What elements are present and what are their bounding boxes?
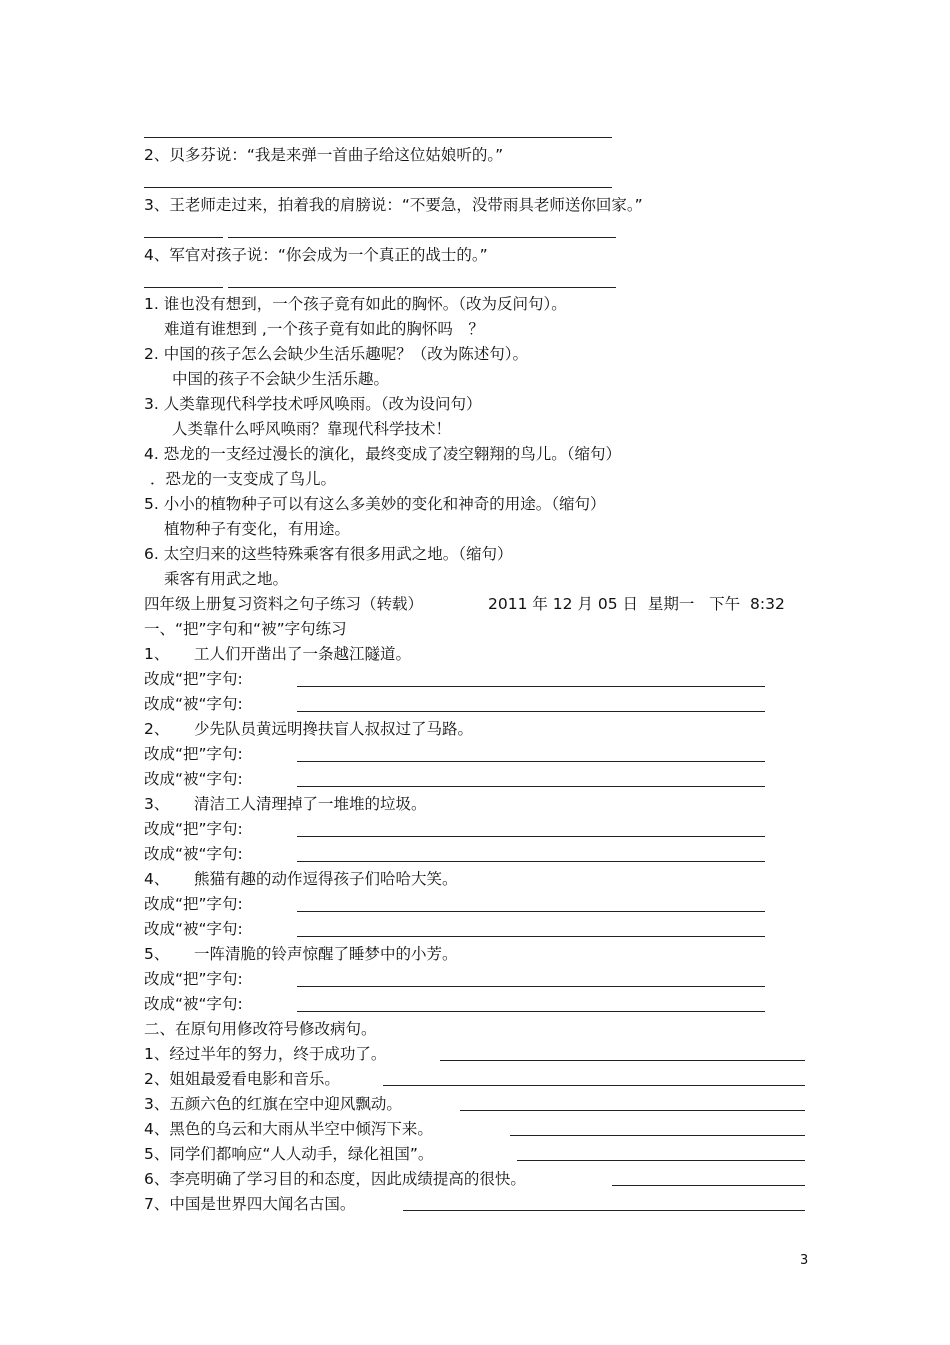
page-number: 3: [800, 1253, 809, 1268]
quote-3: 3、王老师走过来，拍着我的肩膀说：“不要急，没带雨具老师送你回家。”: [144, 196, 643, 214]
section-1-item: 5、 一阵清脆的铃声惊醒了睡梦中的小芳。: [144, 945, 458, 963]
answer-line: [228, 237, 616, 238]
bei-label: 改成“被“字句:: [144, 770, 243, 788]
answer-line: [144, 237, 223, 238]
section-1-item: 4、 熊猫有趣的动作逗得孩子们哈哈大笑。: [144, 870, 458, 888]
exercise-question: 1. 谁也没有想到，一个孩子竟有如此的胸怀。（改为反问句）。: [144, 295, 567, 313]
answer-line: [383, 1085, 805, 1086]
bei-label: 改成“被“字句:: [144, 845, 243, 863]
section-1-item: 3、 清洁工人清理掉了一堆堆的垃圾。: [144, 795, 427, 813]
worksheet-date: 2011 年 12 月 05 日 星期一 下午 8:32: [488, 595, 785, 613]
section-2-title: 二、在原句用修改符号修改病句。: [144, 1020, 377, 1038]
answer-line: [297, 711, 765, 712]
exercise-answer: 植物种子有变化，有用途。: [164, 520, 351, 538]
answer-line: [517, 1160, 805, 1161]
quote-2: 2、贝多芬说：“我是来弹一首曲子给这位姑娘听的。”: [144, 146, 504, 164]
answer-line: [144, 137, 612, 138]
section-2-item: 3、五颜六色的红旗在空中迎风飘动。: [144, 1095, 402, 1113]
answer-line: [297, 986, 765, 987]
ba-label: 改成“把”字句:: [144, 970, 243, 988]
bei-label: 改成“被“字句:: [144, 695, 243, 713]
exercise-answer: ．恐龙的一支变成了鸟儿。: [150, 470, 337, 488]
exercise-answer: 人类靠什么呼风唤雨？靠现代科学技术！: [172, 420, 452, 438]
answer-line: [144, 187, 612, 188]
answer-line: [297, 686, 765, 687]
section-1-title: 一、“把”字句和“被”字句练习: [144, 620, 347, 638]
bei-label: 改成“被“字句:: [144, 995, 243, 1013]
answer-line: [297, 761, 765, 762]
answer-line: [403, 1210, 805, 1211]
ba-label: 改成“把”字句:: [144, 820, 243, 838]
section-2-item: 2、姐姐最爱看电影和音乐。: [144, 1070, 340, 1088]
exercise-question: 3. 人类靠现代科学技术呼风唤雨。（改为设问句）: [144, 395, 482, 413]
answer-line: [440, 1060, 805, 1061]
answer-line: [460, 1110, 805, 1111]
answer-line: [297, 861, 765, 862]
section-2-item: 7、中国是世界四大闻名古国。: [144, 1195, 356, 1213]
section-2-item: 5、同学们都响应“人人动手，绿化祖国”。: [144, 1145, 434, 1163]
answer-line: [297, 836, 765, 837]
answer-line: [297, 1011, 765, 1012]
answer-line: [510, 1135, 805, 1136]
section-2-item: 4、黑色的乌云和大雨从半空中倾泻下来。: [144, 1120, 433, 1138]
section-1-item: 1、 工人们开凿出了一条越江隧道。: [144, 645, 411, 663]
answer-line: [144, 287, 223, 288]
answer-line: [297, 936, 765, 937]
ba-label: 改成“把”字句:: [144, 745, 243, 763]
exercise-question: 5. 小小的植物种子可以有这么多美妙的变化和神奇的用途。（缩句）: [144, 495, 606, 513]
exercise-question: 4. 恐龙的一支经过漫长的演化，最终变成了凌空翱翔的鸟儿。（缩句）: [144, 445, 621, 463]
worksheet-title: 四年级上册复习资料之句子练习（转载）: [144, 595, 424, 613]
section-2-item: 6、李亮明确了学习目的和态度，因此成绩提高的很快。: [144, 1170, 526, 1188]
answer-line: [228, 287, 616, 288]
ba-label: 改成“把”字句:: [144, 895, 243, 913]
quote-4: 4、军官对孩子说：“你会成为一个真正的战士的。”: [144, 246, 488, 264]
exercise-answer: 中国的孩子不会缺少生活乐趣。: [172, 370, 390, 388]
exercise-question: 2. 中国的孩子怎么会缺少生活乐趣呢？（改为陈述句）。: [144, 345, 528, 363]
ba-label: 改成“把”字句:: [144, 670, 243, 688]
exercise-question: 6. 太空归来的这些特殊乘客有很多用武之地。（缩句）: [144, 545, 513, 563]
bei-label: 改成“被“字句:: [144, 920, 243, 938]
answer-line: [297, 911, 765, 912]
answer-line: [297, 786, 765, 787]
exercise-answer: 难道有谁想到 ,一个孩子竟有如此的胸怀吗 ？: [164, 320, 484, 338]
section-2-item: 1、经过半年的努力，终于成功了。: [144, 1045, 387, 1063]
exercise-answer: 乘客有用武之地。: [164, 570, 289, 588]
section-1-item: 2、 少先队员黄远明搀扶盲人叔叔过了马路。: [144, 720, 473, 738]
answer-line: [612, 1185, 805, 1186]
